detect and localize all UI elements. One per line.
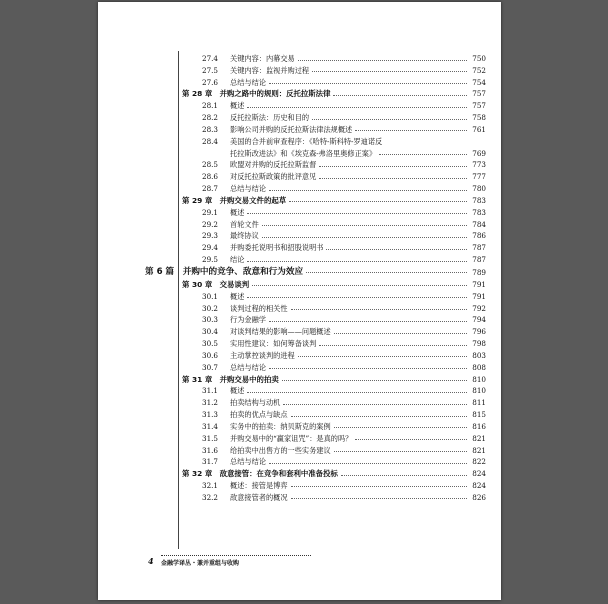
- toc-chapter-title: 第 28 章 并购之路中的规则：反托拉斯法律: [182, 89, 331, 99]
- document-page: [98, 2, 501, 600]
- toc-section-number: 28.5: [202, 160, 219, 170]
- toc-page-number: 821: [472, 445, 486, 455]
- toc-section-title: 行为金融学: [230, 315, 266, 325]
- toc-section-number: 29.1: [202, 207, 219, 217]
- toc-page-number: 791: [472, 291, 486, 301]
- toc-page-number: 786: [472, 231, 486, 241]
- toc-section-entry: [98, 124, 501, 136]
- toc-section-entry: [98, 492, 501, 504]
- toc-leader-dots: [326, 248, 467, 250]
- toc-page-number: 757: [472, 89, 486, 99]
- toc-page-number: 826: [472, 492, 486, 502]
- footer-page-number: 4: [148, 556, 154, 566]
- toc-leader-dots: [269, 82, 467, 84]
- toc-page-number: 822: [472, 457, 486, 467]
- toc-section-number: 29.2: [202, 219, 219, 229]
- toc-page-number: 794: [472, 315, 486, 325]
- toc-section-entry: [98, 112, 501, 124]
- toc-page-number: 821: [472, 433, 486, 443]
- toc-page-number: 789: [472, 267, 486, 277]
- toc-page-number: 792: [472, 303, 486, 313]
- toc-leader-dots: [291, 485, 467, 487]
- toc-section-entry: [98, 326, 501, 338]
- toc-section-number: 32.1: [202, 480, 219, 490]
- toc-leader-dots: [298, 59, 467, 61]
- toc-section-entry: [98, 136, 501, 148]
- toc-leader-dots: [247, 296, 467, 298]
- toc-section-number: 30.6: [202, 350, 219, 360]
- toc-section-number: 28.2: [202, 113, 219, 123]
- toc-leader-dots: [269, 320, 467, 322]
- toc-section-entry: [98, 480, 501, 492]
- toc-section-entry: [98, 456, 501, 468]
- toc-section-entry: [98, 77, 501, 89]
- toc-chapter-title: 第 30 章 交易谈判: [182, 279, 250, 289]
- toc-page-number: 824: [472, 469, 486, 479]
- toc-section-entry: [98, 445, 501, 457]
- toc-page-number: 769: [472, 148, 486, 158]
- toc-section-number: 31.7: [202, 457, 219, 467]
- toc-page-number: 787: [472, 243, 486, 253]
- toc-section-title: 对反托拉斯政策的批评意见: [230, 172, 317, 182]
- toc-section-entry: [98, 65, 501, 77]
- toc-section-entry: [98, 159, 501, 171]
- toc-leader-dots: [355, 129, 467, 131]
- toc-page-number: 754: [472, 77, 486, 87]
- toc-page-number: 815: [472, 410, 486, 420]
- toc-section-title: 首轮文件: [230, 219, 259, 229]
- toc-section-entry: [98, 53, 501, 65]
- toc-leader-dots: [312, 118, 467, 120]
- toc-page-number: 773: [472, 160, 486, 170]
- toc-section-entry: [98, 314, 501, 326]
- toc-page-number: 816: [472, 421, 486, 431]
- toc-section-title: 概述: [230, 386, 245, 396]
- toc-section-title: 并购交易中的“赢家诅咒”：是真的吗？: [230, 433, 353, 443]
- footer-divider: [161, 555, 311, 556]
- toc-section-number: 29.5: [202, 255, 219, 265]
- toc-section-title: 敌意接管者的概况: [230, 492, 288, 502]
- toc-section-title: 结论: [230, 255, 245, 265]
- toc-section-number: 31.5: [202, 433, 219, 443]
- toc-section-number: 28.1: [202, 101, 219, 111]
- toc-section-title: 主动掌控谈判的进程: [230, 350, 295, 360]
- toc-section-number: 31.4: [202, 421, 219, 431]
- toc-leader-dots: [319, 344, 467, 346]
- toc-section-title: 对谈判结果的影响——问题概述: [230, 327, 331, 337]
- toc-leader-dots: [269, 189, 467, 191]
- toc-chapter-title: 第 32 章 敌意接管：在竞争和套利中准备投标: [182, 469, 338, 479]
- toc-section-entry: [98, 409, 501, 421]
- toc-page-number: 791: [472, 279, 486, 289]
- toc-section-entry: [98, 350, 501, 362]
- toc-section-title: 总结与结论: [230, 184, 266, 194]
- toc-page-number: 803: [472, 350, 486, 360]
- toc-section-title: 概述: [230, 101, 245, 111]
- toc-section-entry: [98, 207, 501, 219]
- toc-page-number: 824: [472, 480, 486, 490]
- toc-page-number: 787: [472, 255, 486, 265]
- toc-leader-dots: [291, 415, 467, 417]
- toc-leader-dots: [306, 271, 467, 273]
- toc-chapter-entry: [98, 195, 501, 207]
- toc-section-entry: [98, 362, 501, 374]
- toc-leader-dots: [291, 308, 467, 310]
- toc-part-entry: [98, 266, 501, 279]
- toc-section-title: 拍卖的优点与缺点: [230, 410, 288, 420]
- toc-section-entry: [98, 421, 501, 433]
- toc-part-title: 第 6 篇 并购中的竞争、敌意和行为效应: [145, 266, 304, 277]
- toc-page-number: 811: [472, 398, 486, 408]
- toc-section-title: 总结与结论: [230, 457, 266, 467]
- toc-section-title: 概述: [230, 207, 245, 217]
- toc-leader-dots: [262, 236, 467, 238]
- toc-section-number: 30.2: [202, 303, 219, 313]
- toc-section-number: 27.4: [202, 54, 219, 63]
- toc-leader-dots: [355, 438, 467, 440]
- toc-section-number: 31.6: [202, 445, 219, 455]
- toc-section-entry: [98, 242, 501, 254]
- toc-leader-dots: [247, 260, 467, 262]
- toc-section-entry: [98, 148, 501, 160]
- toc-section-entry: [98, 254, 501, 266]
- toc-chapter-entry: [98, 374, 501, 386]
- toc-page-number: 761: [472, 124, 486, 134]
- toc-section-title: 美国的合并前审查程序：《哈特-斯科特-罗迪诺反: [230, 136, 383, 146]
- toc-leader-dots: [262, 224, 467, 226]
- toc-section-entry: [98, 338, 501, 350]
- toc-leader-dots: [282, 379, 467, 381]
- toc-leader-dots: [312, 70, 467, 72]
- toc-page-number: 798: [472, 339, 486, 349]
- toc-section-number: 29.3: [202, 231, 219, 241]
- toc-section-number: 30.4: [202, 327, 219, 337]
- toc-section-number: 28.4: [202, 136, 219, 146]
- toc-section-title: 最终协议: [230, 231, 259, 241]
- toc-section-title: 关键内容：监视并购过程: [230, 65, 310, 75]
- toc-page-number: 758: [472, 113, 486, 123]
- toc-section-number: 31.1: [202, 386, 219, 396]
- toc-section-title: 谈判过程的相关性: [230, 303, 288, 313]
- toc-section-title: 拍卖结构与动机: [230, 398, 281, 408]
- toc-section-entry: [98, 183, 501, 195]
- toc-section-entry: [98, 303, 501, 315]
- toc-leader-dots: [334, 426, 467, 428]
- toc-leader-dots: [289, 200, 467, 202]
- toc-section-number: 32.2: [202, 492, 219, 502]
- toc-chapter-entry: [98, 88, 501, 100]
- toc-leader-dots: [269, 367, 467, 369]
- page-footer: [148, 555, 478, 569]
- toc-leader-dots: [269, 462, 467, 464]
- toc-leader-dots: [333, 94, 467, 96]
- table-of-contents: [98, 53, 501, 504]
- toc-section-number: 30.1: [202, 291, 219, 301]
- toc-section-number: 29.4: [202, 243, 219, 253]
- toc-section-entry: [98, 219, 501, 231]
- toc-leader-dots: [298, 355, 467, 357]
- toc-section-entry: [98, 397, 501, 409]
- toc-section-title: 欧盟对并购的反托拉斯监督: [230, 160, 317, 170]
- toc-chapter-title: 第 31 章 并购交易中的拍卖: [182, 374, 279, 384]
- toc-page-number: 808: [472, 362, 486, 372]
- toc-page-number: 810: [472, 386, 486, 396]
- toc-leader-dots: [319, 165, 467, 167]
- toc-section-number: 28.7: [202, 184, 219, 194]
- toc-chapter-entry: [98, 468, 501, 480]
- toc-section-number: 30.5: [202, 339, 219, 349]
- toc-page-number: 777: [472, 172, 486, 182]
- toc-page-number: 780: [472, 184, 486, 194]
- toc-page-number: 783: [472, 195, 486, 205]
- toc-leader-dots: [247, 391, 467, 393]
- toc-section-title: 概述: [230, 291, 245, 301]
- toc-section-number: 28.6: [202, 172, 219, 182]
- toc-chapter-entry: [98, 279, 501, 291]
- toc-section-title: 托拉斯改进法》和《埃克森-弗洛里奥修正案》: [230, 148, 377, 158]
- toc-page-number: 783: [472, 207, 486, 217]
- toc-section-number: 31.2: [202, 398, 219, 408]
- toc-section-title: 关键内容：内幕交易: [230, 54, 295, 63]
- toc-page-number: 757: [472, 101, 486, 111]
- toc-page-number: 784: [472, 219, 486, 229]
- toc-leader-dots: [247, 106, 467, 108]
- toc-section-title: 并购委托说明书和招股说明书: [230, 243, 324, 253]
- toc-section-title: 给拍卖中出售方的一些实务建议: [230, 445, 331, 455]
- toc-leader-dots: [341, 474, 467, 476]
- toc-leader-dots: [334, 450, 467, 452]
- toc-leader-dots: [319, 177, 467, 179]
- toc-section-number: 30.7: [202, 362, 219, 372]
- toc-section-title: 影响公司并购的反托拉斯法律法规概述: [230, 124, 353, 134]
- toc-section-title: 实务中的拍卖：纳贝斯克的案例: [230, 421, 331, 431]
- toc-leader-dots: [283, 403, 467, 405]
- toc-leader-dots: [379, 153, 467, 155]
- toc-section-title: 反托拉斯法：历史和目的: [230, 113, 310, 123]
- toc-section-number: 31.3: [202, 410, 219, 420]
- toc-chapter-title: 第 29 章 并购交易文件的起草: [182, 195, 287, 205]
- toc-section-entry: [98, 171, 501, 183]
- toc-leader-dots: [334, 332, 467, 334]
- toc-leader-dots: [252, 284, 467, 286]
- toc-section-number: 27.6: [202, 77, 219, 87]
- toc-section-title: 概述：接管是博弈: [230, 480, 288, 490]
- toc-page-number: 810: [472, 374, 486, 384]
- toc-section-title: 总结与结论: [230, 362, 266, 372]
- toc-section-title: 总结与结论: [230, 77, 266, 87]
- toc-page-number: 796: [472, 327, 486, 337]
- toc-section-number: 27.5: [202, 65, 219, 75]
- toc-section-entry: [98, 385, 501, 397]
- toc-section-entry: [98, 100, 501, 112]
- toc-section-number: 28.3: [202, 124, 219, 134]
- toc-page-number: 752: [472, 65, 486, 75]
- toc-section-number: 30.3: [202, 315, 219, 325]
- toc-leader-dots: [291, 497, 467, 499]
- toc-section-entry: [98, 291, 501, 303]
- toc-section-entry: [98, 433, 501, 445]
- toc-section-title: 实用性建议：如何筹备谈判: [230, 339, 317, 349]
- toc-page-number: 750: [472, 54, 486, 63]
- toc-section-entry: [98, 230, 501, 242]
- footer-series-title: 金融学译丛・兼并重组与收购: [161, 560, 240, 567]
- toc-leader-dots: [247, 212, 467, 214]
